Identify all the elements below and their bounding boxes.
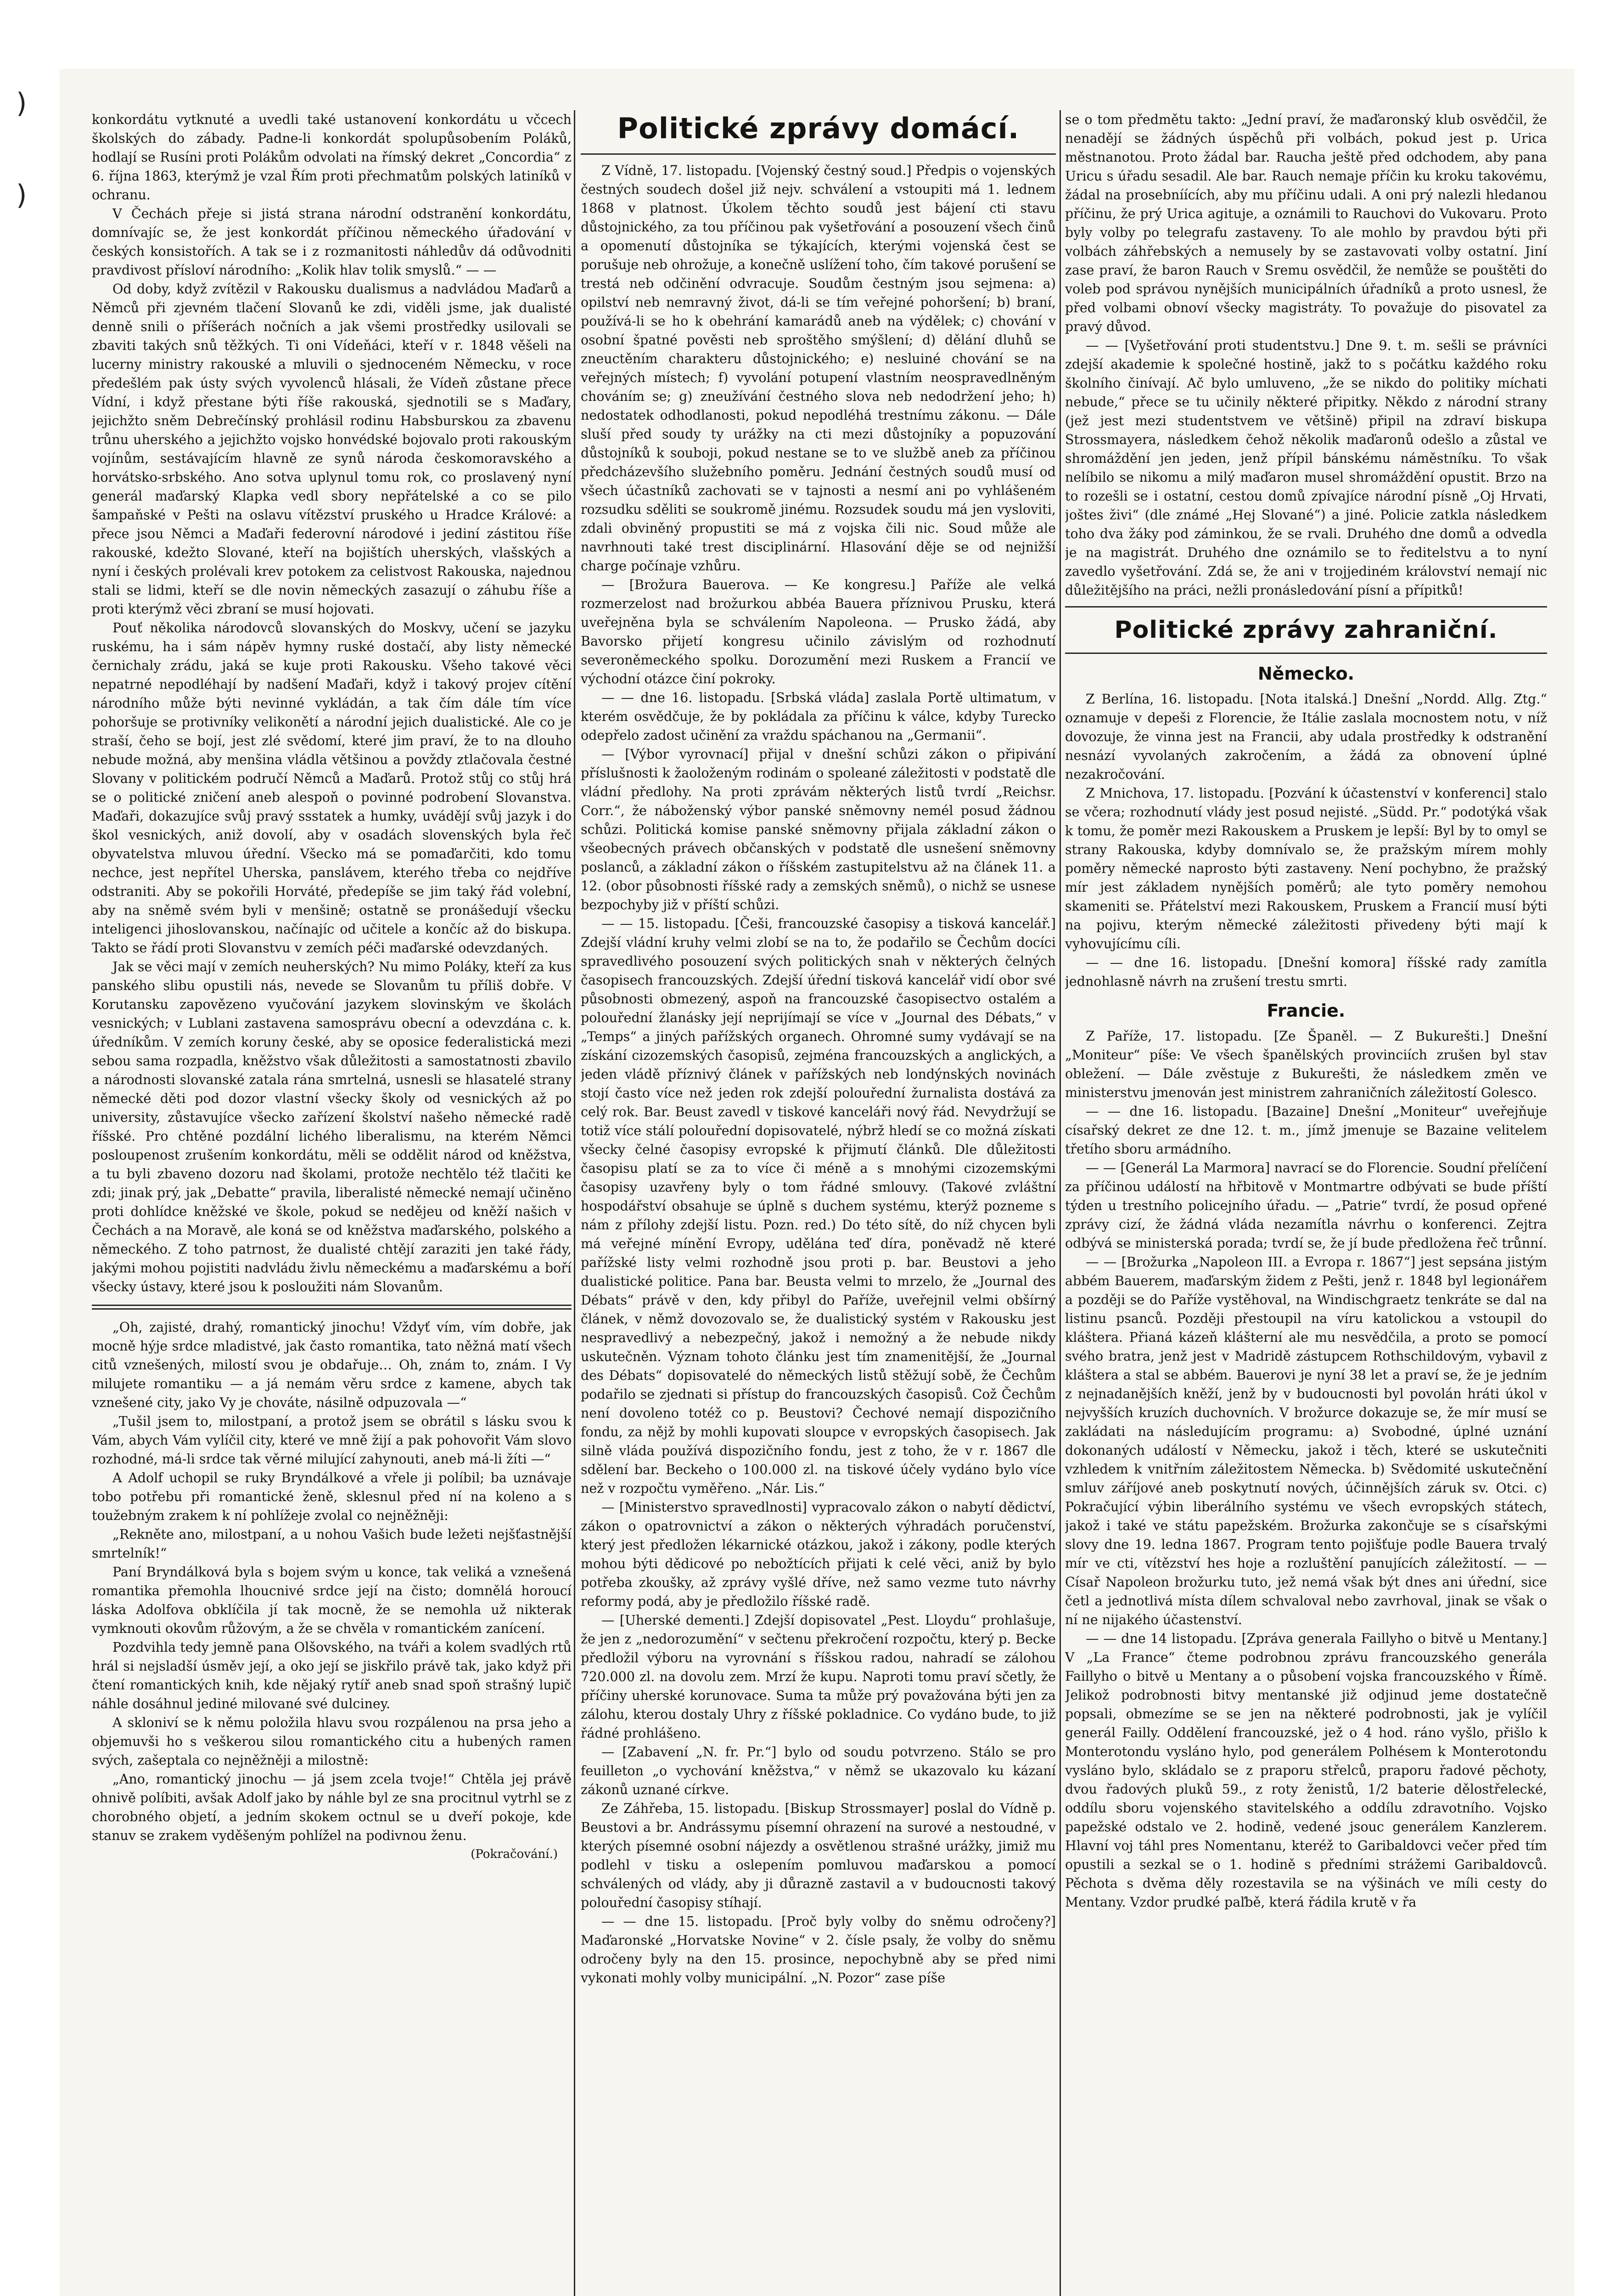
page-edge-mark: ) bbox=[16, 179, 27, 211]
column-left bbox=[92, 110, 572, 2296]
feuilleton-paragraph: Pozdvihla tedy jemně pana Olšovského, na tváři a kolem svadlých rtů hrál si nejsladší úsměv její, a oko její se jiskřilo právě tak, jako když při čtení romantických knih, kde nějaký rytíř aneb snad spoň strašný lupič náhle dosáhnul jediné milované své dulciney. bbox=[92, 1640, 572, 1711]
continued-note: (Pokračování.) bbox=[471, 1847, 558, 1861]
news-item: Z Paříže, 17. listopadu. [Ze Španěl. — Z Bukurešti.] Dnešní „Moniteur“ píše: Ve všech španělských provinciích zrušen byl stav obležení. — Dále zvěstuje z Bukurešti, že následkem změn ve ministerstvu jmenován jest ministrem zahraničních záležitostí Golesco. bbox=[1065, 1029, 1547, 1100]
page-edge-mark: ) bbox=[16, 87, 27, 119]
news-item: — — [Generál La Marmora] navrací se do Florencie. Soudní přelíčení za příčinou událostí na hřbitově v Montmartre odbývati se bude příští týden u trestního policejního úřadu. — „Patrie“ tvrdí, že posud opřené zprávy cizí, že žádná vláda nezamítla návrhu o konferenci. Zejtra odbývá se ministerská porada; tvrdí se, že jí bude předložena řeč trůnní. bbox=[1065, 1160, 1547, 1251]
news-item: Z Mnichova, 17. listopadu. [Pozvání k účastenství v konferenci] stalo se včera; rozhodnutí vlády jest posud nejisté. „Südd. Pr.“ podotýká však k tomu, že poměr mezi Rakouskem a Pruskem je lepší: Byl by to omyl se strany Rakouska, kdyby domnívalo se, že pražským mírem mohly poměry německé naprosto býti zastaveny. Není pochybno, že pražský mír jest základem nynějších poměrů; ale tyto poměry nemohou skameniti se. Přátelství mezi Rakouskem, Pruskem a Francií musí býti na pojivu, kterým německé záležitosti přivedeny býti mají k vyhovujícímu cíli. bbox=[1065, 786, 1547, 951]
section-heading-foreign: Politické zprávy zahraniční. bbox=[1114, 616, 1498, 644]
feuilleton-paragraph: A Adolf uchopil se ruky Bryndálkové a vřele ji políbil; ba uznávaje tobo potřebu při romantické ženě, sklesnul před ní na koleno a s toužebným zrakem k ní pohlížeje zvolal co nejněžněji: bbox=[92, 1470, 572, 1523]
subheading-france: Francie. bbox=[1267, 1001, 1346, 1021]
newspaper-page bbox=[16, 69, 1575, 2296]
feuilleton-paragraph: „Tušil jsem to, milostpaní, a protož jsem se obrátil s lásku svou k Vám, abych Vám vylíčil city, které ve mně žijí a pak pohovořit Vám slovo rozhodné, má-li srdce tak věrné milující zahynouti, aneb má-li žíti —“ bbox=[92, 1414, 572, 1467]
feuilleton-divider bbox=[92, 1305, 572, 1310]
feuilleton-paragraph: Paní Bryndálková byla s bojem svým u konce, tak veliká a vznešená romantika přemohla lhoucnivé srdce její na čisto; domnělá horoucí láska Adolfova obklíčila jí tak mocně, že se nemohla už nikterak vymknouti okovům růžovým, a že se chvěla v romantickém zanícení. bbox=[92, 1564, 572, 1636]
news-item: — [Ministerstvo spravedlnosti] vypracovalo zákon o nabytí dědictví, zákon o opatrovnictví a zákon o některých výhradách poručenství, který jest předložen lékarnické otázkou, jakož i zákony, podle kterých mohou býti dědicové po nebožtících přijati k celé věci, aniž by bylo potřeba zkoušky, až zprávy vyšlé dříve, než samo vezme tuto návrhy reformy podá, aby je předložilo říšské radě. bbox=[581, 1500, 1056, 1609]
news-item: — — dne 16. listopadu. [Srbská vláda] zaslala Portě ultimatum, v kterém osvědčuje, že by pokládala za příčinu k válce, kdyby Turecko odepřelo zadost učinění za vraždu spáchanou na „Germanii“. bbox=[581, 690, 1056, 743]
news-item: — [Zabavení „N. fr. Pr.“] bylo od soudu potvrzeno. Stálo se pro feuilleton „o vychování kněžstva,“ v němž se ukazovalo ku kázaní zákonů uznané církve. bbox=[581, 1745, 1056, 1797]
news-item: Z Berlína, 16. listopadu. [Nota italská.] Dnešní „Nordd. Allg. Ztg.“ oznamuje v depeši z Florencie, že Itálie zaslala mocnostem notu, v níž dovozuje, že vinna jest na Francii, aby udala prostředky k odstranění nesnází vyvolaných zakročením, a žádá za obnovení úplné nezakročování. bbox=[1065, 692, 1547, 782]
news-item: — — [Vyšetřování proti studentstvu.] Dne 9. t. m. sešli se právníci zdejší akademie k společné hostině, jakž to s počátku každého roku školního činívají. Ač bylo umluveno, „že se nikdo do politiky míchati nebude,“ přece se tu učinily některé připitky. Někdo z národní strany (jež jest mezi studentstvem ve většině) připil na zdraví biskupa Strossmayera, následkem čehož několik maďaronů odešlo a zůstal ve shromáždění jen jeden, jenž přípil bánskému náměstníku. To však nelíbilo se nikomu a milý maďaron musel shromáždění opustit. Brzo na to rozešli se i ostatní, cestou domů zpívajíce národní písně „Oj Hrvati, joštes živi“ (dle známé „Hej Slované“) a jiné. Policie zatkla následkem toho dva žáky pod záminkou, že se rvali. Druhého dne domů a odvedla je na magistrát. Druhého dne oznámilo se to ředitelstvu a to nyní zavedlo vyšetřování. Zdá se, že ani v trojjediném království nemají nic důležitějšího na práci, nežli pronásledování písní a přípitků! bbox=[1065, 338, 1547, 598]
news-item: — — [Brožurka „Napoleon III. a Evropa r. 1867“] jest sepsána jistým abbém Bauerem, maďarským židem z Pešti, jenž r. 1848 byl legionářem a později se do Paříže vystěhoval, na Windischgraetz tenkráte se dal na listinu psanců. Později přestoupil na víru katolickou a vstoupil do kláštera. Přianá kázeň klášterní ale mu nesvědčila, a proto se pomocí svého bratra, jenž jest v Madridě zástupcem Rothschildovým, vybavil z kláštera a stal se abbém. Bauerovi je nyní 38 let a praví se, že je jedním z nejnadanějších kněží, jenž by v budoucnosti byl povolán hráti úkol v nejvyšších kruzích duchovních. V brožurce dokazuje se, že mír musí se zakládati na následujícím programu: a) Svobodné, úplné uznání dokonaných událostí v Německu, jakož i těch, které se uskutečniti vzhledem k vnitřním záležitostem Německa. b) Svědomité uskutečnění smluv záříjové aneb poskytnutí nových, účinnějších záruk sv. Otci. c) Pokračující výbin liberálního systému ve všech evropských státech, jakož i také ve státu papežském. Brožurka zakončuje se s císařskými slovy dne 19. ledna 1867. Program tento pojišťuje podle Bauera trvalý mír ve cti, vítězství hes hoje a rozluštění panujících záležitostí. — — Císař Napoleon brožurku tuto, jež nemá však být dnes ani úřední, sice četl a jednotlivá místa dílem schvaloval nebo zavrhoval, jinak se však o ní ne nijakého účastenství. bbox=[1065, 1255, 1547, 1627]
heading-rule bbox=[1065, 653, 1547, 654]
article-paragraph: V Čechách přeje si jistá strana národní odstranění konkordátu, domnívajíc se, že jest konkordát příčinou německého úřadování v českých konsistořích. A tak se i z rozmanitosti náhledův dá odůvodniti pravdivost přísloví národního: „Kolik hlav tolik smyslů.“ — — bbox=[92, 206, 572, 278]
news-item: se o tom předmětu takto: „Jední praví, že maďaronský klub osvědčil, že nenadějí se žádných úspěchů při volbách, pokud jest p. Urica městnanotou. Proto žádal bar. Raucha ještě před odchodem, aby pana Uricu s úřadu sesadil. Ale bar. Rauch nemaje příčin ku kroku takovému, žádal na prosebníících, aby mu příčinu udali. A oni prý nalezli hledanou příčinu, že prý Urica agituje, a oznámili to Rauchovi do Vukovaru. Proto byly volby po telegrafu zastaveny. To ale mohlo by pravdou býti při volbách záhřebských a nemusely by se zastavovati volby ostatní. Jiní zase praví, že baron Rauch v Sremu osvědčil, že nemůže se pouštěti do voleb pod správou nynějších municipálních úřadníků a proto usnesl, že před volbami obnoví všecky magistráty. To považuje do pisovatel za pravý důvod. bbox=[1065, 112, 1547, 334]
column-middle bbox=[581, 110, 1056, 2296]
news-item: — — dne 15. listopadu. [Proč byly volby do sněmu odročeny?] Maďaronské „Horvatske Novine“ v 2. čísle psaly, že volby do sněmu odročeny byly na den 15. prosince, nepochybně aby se před nimi vykonati mohly volby municipální. „N. Pozor“ zase píše bbox=[581, 1914, 1056, 1986]
article-paragraph: Od doby, když zvítězil v Rakousku dualismus a nadvládou Maďarů a Němců při zjevném tlačení Slovanů ke zdi, viděli jsme, jak dualisté denně snili o příšerách nočních a jak všemi prostředky usilovali se zbaviti takých snů těžkých. Ti oni Vídeňáci, kteří v r. 1848 věšeli na lucerny ministry rakouské a mluvili o sjednoceném Německu, v roce předešlém pak ústy svých vyvolenců hlásali, že Vídeň zůstane přece Vídní, i když přestane býti říše rakouská, sjednotili se s Maďary, jejichžto sněm Debrečínský prohlásil rodinu Habsburskou za zbavenu trůnu uherského a jejichžto vojsko honvédské bojovalo proti rakouským vojínům, sestávajícím hlavně ze synů národa českomoravského a horvátsko-srbského. Ano sotva uplynul tomu rok, co proslavený nyní generál maďarský Klapka vedl sbory nepřátelské a co se pilo šampaňské v Pešti na oslavu vítězství pruského u Hradce Králové: a přece jsou Němci a Maďaři federovní národové i jediní zástitou říše rakouské, kdežto Slované, kteří na bojištích uherských, vlašských a nyní i českých prolévali krev potokem za celistvost Rakouska, najednou stali se lidmi, kteří se dle novin německých zasazují o záhubu říše a proti kterýmž věci zbraní se musí hojovati. bbox=[92, 281, 572, 617]
news-item: — — dne 14 listopadu. [Zpráva generala Faillyho o bitvě u Mentany.] V „La France“ čteme podrobnou zprávu francouzského generála Faillyho o bitvě u Mentany a o působení vojska francouzského v Římě. Jelikož podrobnosti bitvy mentanské již odjinud jeme dostatečně popsali, obmezíme se se jen na některé podrobnosti, jak je vylíčil generál Failly. Oddělení francouzské, jež o 4 hod. ráno vyšlo, přišlo k Monterotondu vysláno hylo, pod generálem Polhésem k Monterotondu vysláno bylo, skládalo se z praporu střelců, praporu řadové pěchoty, dvou řadových pluků 59., z roty ženistů, 1/2 baterie dělostřelecké, oddílu sboru vojenského stavitelského a oddílu zdravotního. Vojsko papežské odstalo ve 2. hodině, vedené jsouc generálem Kanzlerem. Hlavní voj táhl pres Nomentanu, kteréž to Garibaldovci večer před tím opustili a sezkal se o 1. hodině s předními strážemi Garibaldovců. Pěchota s dvěma děly rozestavila se na výšinách ve míli cesty do Mentany. Vzdor prudké paľbě, která řádila krutě v řa bbox=[1065, 1631, 1547, 1910]
section-heading-domestic: Politické zprávy domácí. bbox=[617, 112, 1020, 145]
column-divider bbox=[1060, 110, 1061, 2296]
news-item: Z Vídně, 17. listopadu. [Vojenský čestný soud.] Předpis o vojenských čestných soudech došel již nejv. schválení a vstoupiti má 1. lednem 1868 v platnost. Úkolem těchto soudů jest bájení cti stavu důstojnického, za tou příčinou pak vyšetřování a posouzení všech činů a opomenutí důstojníka se týkajících, kterými vojenská čest se porušuje neb ohrožuje, a konečně uslížení toho, čím takové porušení se trestá neb odčinění odvracuje. Soudům čestným jsou sejmena: a) opilství neb nemravný život, dá-li se tím veřejné pohoršení; b) braní, používá-li se ho k obehrání kamarádů aneb na výdělek; c) chování v osobní špatné pověsti neb sproštěho smýšlení; d) dělání dluhů se zneuctěním charakteru důstojnického; e) nesluiné chování se na veřejných místech; f) vyvolání potupení vlastním neospravedlněným chováním se; g) zneužívání čestného slova neb nedodržení jeho; h) nedostatek odhodlanosti, pokud nepodléhá trestnímu zákonu. — Dále sluší před soudy ty urážky na cti mezi důstojníky a popuzování důstojníků k souboji, pokud nestane se to ve službě aneb za příčinou předcházevšího služebního poměru. Jednání čestných soudů musí od všech účastníků zachovati se v tajnosti a nesmí ani po vyhlášeném rozsudku sděliti se soukromě jinému. Rozsudek soudu má jen vysloviti, zdali obviněný propustiti se má z vojska čili nic. Soud může ale navrhnouti také trest disciplinární. Hlasování děje se od nejnižší charge počínaje vzhůru. bbox=[581, 163, 1056, 574]
news-item: — — dne 16. listopadu. [Bazaine] Dnešní „Moniteur“ uveřejňuje císařský dekret ze dne 12. t. m., jímž jmenuje se Bazaine velitelem třetího sboru armádního. bbox=[1065, 1104, 1547, 1157]
section-rule bbox=[1065, 606, 1547, 608]
article-paragraph: konkordátu vytknuté a uvedli také ustanovení konkordátu u včcech školských do zábady. Padne-li konkordát spolupůsobením Poláků, hodlají se Rusíni proti Polákům odvolati na římský dekret „Concordia“ z 6. října 1863, kterýmž je vzal Řím proti přechmatům polských latiníků v ochranu. bbox=[92, 112, 572, 203]
column-right bbox=[1065, 110, 1547, 2296]
news-item: — [Uherské dementi.] Zdejší dopisovatel „Pest. Lloydu“ prohlašuje, že jen z „nedorozumění“ v sečtenu překročení rozpočtu, který p. Becke předložil výboru na vyrovnání s říšskou radou, nahradí se zálohou 720.000 zl. na dovolu zem. Mrzí že kupu. Naproti tomu praví sčetly, že příčiny uherské korunovace. Suma ta může prý považována býti jen za zálohu, kterou dostaly Uhry z říšské pokladnice. Co vydáno bude, to již řádné prohlášeno. bbox=[581, 1613, 1056, 1741]
news-item: Ze Záhřeba, 15. listopadu. [Biskup Strossmayer] poslal do Vídně p. Beustovi a br. Andrássymu písemní ohrazení na surové a nestoudné, v kterých písemné osobní nájezdy a osvětlenou strašné urážky, jimiž mu podlehl v tisku a oslepením pomluvou maďarskou a pomocí schválených od vlády, aby ji důrazně zastavil a v budoucnosti takový polouřední časopisy stíhají. bbox=[581, 1801, 1056, 1910]
column-divider bbox=[574, 110, 575, 2296]
article-paragraph: Jak se věci mají v zemích neuherských? Nu mimo Poláky, kteří za kus panského slibu opustili nás, nevede se Slovanům tu příliš dobře. V Korutansku zapovězeno vyučování jazykem slovinským ve školách vesnických; v Lublani zastavena samosprávu obecní a odevzdána c. k. úředníkům. V zemích koruny české, aby se oposice federalistická mezi sebou sama rozpadla, kněžstvo však důležitosti a samostatnosti zbavilo a národnosti slovanské zatala rána smrtelná, usnesli se hlasatelé strany německé děti pod dozor vlastní všecky školy od vesnických až po university, zůstavujíce všecko zařízení školství našeho německé radě říšské. Pro chtěné pozdální lichého liberalismu, na kterém Němci posloupenost zrušením konkordátu, měli se oddělit národ od kněžstva, a tu byli zbaveno dozoru nad školami, protože nechtělo též tlačiti ke zdi; jinak prý, jak „Debatte“ pravila, liberalisté německé nemají učiněno proti dohlídce kněžské ve škole, pokud se nedějeu od kněží našich v Čechách a na Moravě, ale koná se od kněžstva maďarského, polského a německého. Z toho patrnost, že dualisté chtějí zaraziti jen také řády, jakými mohou pojistiti nadvládu živlu německému a maďarskému a boří všecky ústavy, které jsou k posloužiti nám Slovanům. bbox=[92, 959, 572, 1294]
feuilleton-paragraph: „Rekněte ano, milostpaní, a u nohou Vašich bude ležeti nejšťastnější smrtelník!“ bbox=[92, 1527, 572, 1561]
article-paragraph: Pouť několika národovců slovanských do Moskvy, učení se jazyku ruskému, ha i sám nápěv hymny ruské dostačí, aby listy německé černichaly zrádu, jaká se kuje proti Rakousku. Všeho takové věci nepatrné nepodléhají by nadšení Maďaři, když i takový projev cítění národního může býti nevinné vykládán, a tak čím dále tím více pohoršuje se protivníky velikonětí a národní jejich dualistické. Ale co je straší, čeho se bojí, jest zlé svědomí, které jim praví, že to na dlouho nebude možná, aby menšina vládla většinou a povždy ztlačovala čestné Slovany v politickém područí Němců a Maďarů. Protož stůj co stůj hrá se o politické zničení aneb alespoň o povinné podrobení Slovanstva. Maďaři, dokazujíce svůj pravý ssstatek a humky, uvádějí svůj jazyk i do škol vesnických, aniž dovolí, aby v osadách slovenských byla řeč obyvatelstva mluvou úřední. Všecko má se pomaďarčiti, kdo tomu nechce, jest nepřítel Uherska, panslávem, kterého třeba co nejdříve odstraniti. Aby se pokořili Horváté, předepíše se jim taký řád volební, aby na sněmě svém byli v menšině; ostatně se pronášedují všecku inteligenci jihoslovanskou, načínajíc od učitele a končíc až do biskupa. Takto se řádí proti Slovanstvu v zemích péči maďarské odevzdaných. bbox=[92, 620, 572, 956]
subheading-germany: Německo. bbox=[1257, 664, 1355, 684]
news-item: — [Brožura Bauerova. — Ke kongresu.] Paříže ale velká rozmerzelost nad brožurkou abbéa Bauera příznivou Prusku, která uveřejněna byla se schválením Napoleona. — Prusko žádá, aby Bavorsko přijetí kongresu učinilo závislým od rozhodnutí severoněmeckého spolku. Dorozumění mezi Ruskem a Francií ve východní otázce činí pokroky. bbox=[581, 577, 1056, 687]
heading-rule bbox=[581, 153, 1056, 155]
news-item: — — dne 16. listopadu. [Dnešní komora] říšské rady zamítla jednohlasně návrh na zrušení trestu smrti. bbox=[1065, 955, 1547, 989]
news-item: — — 15. listopadu. [Češi, francouzské časopisy a tisková kancelář.] Zdejší vládní kruhy velmi zlobí se na to, že podařilo se Čechům docíci spravedlivého posouzení svých politických snah v některých čelných časopisech francouzských. Zdejší úřední tisková kancelář vidí obor své působnosti obmezený, aspoň na francouzské časopisectvo ostalém a polouřední žlanásky její neprijímají se více v „Journal des Débats,“ v „Temps“ a jiných pařížských organech. Ohromné sumy vydávají se na získání cizozemských časopisů, zejména francouzských a anglických, a jeden vládě příznivý článek v pařížských neb londýnských novinách stojí často více než jeden rok zdejší polouřední žurnalista dostává za celý rok. Bar. Beust zavedl v tiskové kanceláři nový řád. Nevydržují se totiž více stálí polouřední dopisovatelé, nýbrž hledí se co možná získati všecky čelné časopisy evropské k přijmutí článků. Dle důležitosti časopisu platí se za to více či méně a s mnohými cizozemskými časopisy uzavřeny byly o tom řádné smlouvy. (Takové zvláštní hospodářství obsahuje se úplně s duchem systému, kterýž pozneme s nám z přílohy zdejší listu. Pozn. red.) Do této sítě, do níž chycen byli má veřejné mínění Evropy, udělána teď díra, poněvadž ně které pařížské listy velmi rozhodně jsou proti p. bar. Beustovi a jeho dualistické politice. Pana bar. Beusta velmi to mrzelo, že „Journal des Débats“ právě v den, kdy přibyl do Paříže, uveřejnil velmi obšírný článek, v němž dovozovalo se, že dualistický systém v Rakousku jest nespravedlivý a nebezpečný, jakož i nemožný a že nebude nikdy uskutečněn. Význam tohoto článku jest tím znamenitější, že „Journal des Débats“ dopisovatelé do německých listů stěžují sobě, že Čechům podařilo se zjednati si přístup do francouzských časopisů. Což Čechům není dovoleno totéž co p. Beustovi? Čechové nemají dispozičního fondu, za nějž by mohli kupovati sloupce v evropských časopisech. Jak silně vláda používá dispozičního fondu, jest z toho, že v r. 1867 dle sdělení bar. Beckeho o 100.000 zl. na tiskové účely vydáno bylo více než v rozpočtu vyměřeno. „Nár. Lis.“ bbox=[581, 916, 1056, 1496]
news-item: — [Výbor vyrovnací] přijal v dnešní schůzi zákon o připivání příslušnosti k žaoloženým rodinám o spoleané záležitosti v podstatě dle vládní předlohy. Na proti zprávám některých listů tvrdí „Reichsr. Corr.“, že náboženský výbor panské sněmovny nemél posud žádnou schůzi. Politická komise panské sněmovny přijala základní zákon o všeobecných právech občanských v podstatě dle usnešení sněmovny poslanců, a základní zákon o říšském zastupitelstvu až na článek 11. a 12. (obor působnosti říšské rady a zemských sněmů), o nichž se usnese bezpochyby již v příští schůzi. bbox=[581, 747, 1056, 912]
feuilleton-paragraph: „Ano, romantický jinochu — já jsem zcela tvoje!“ Chtěla jej právě ohnivě políbiti, avšak Adolf jako by náhle byl ze sna procitnul vytrhl se z chorobného objetí, a jedním skokem octnul se u dveří pokoje, kde stanuv se zrakem vyděšeným pohlížel na podivnou ženu. bbox=[92, 1772, 572, 1843]
feuilleton-paragraph: A skloniví se k němu položila hlavu svou rozpálenou na prsa jeho a objemuvši ho s veškerou silou romantického citu a hubených ramen svých, zašeptala co nejněžněji a milostně: bbox=[92, 1715, 572, 1768]
feuilleton-paragraph: „Oh, zajisté, drahý, romantický jinochu! Vždyť vím, vím dobře, jak mocně hýje srdce mladistvé, jak často romantika, tato něžná matí všech citů vznešených, milostí svou je obdařuje… Oh, znám to, znám. I Vy milujete romantiku — a já nemám věru srdce z kamene, abych tak vznešené city, jako Vy je chováte, násilně odpuzovala —“ bbox=[92, 1320, 572, 1410]
